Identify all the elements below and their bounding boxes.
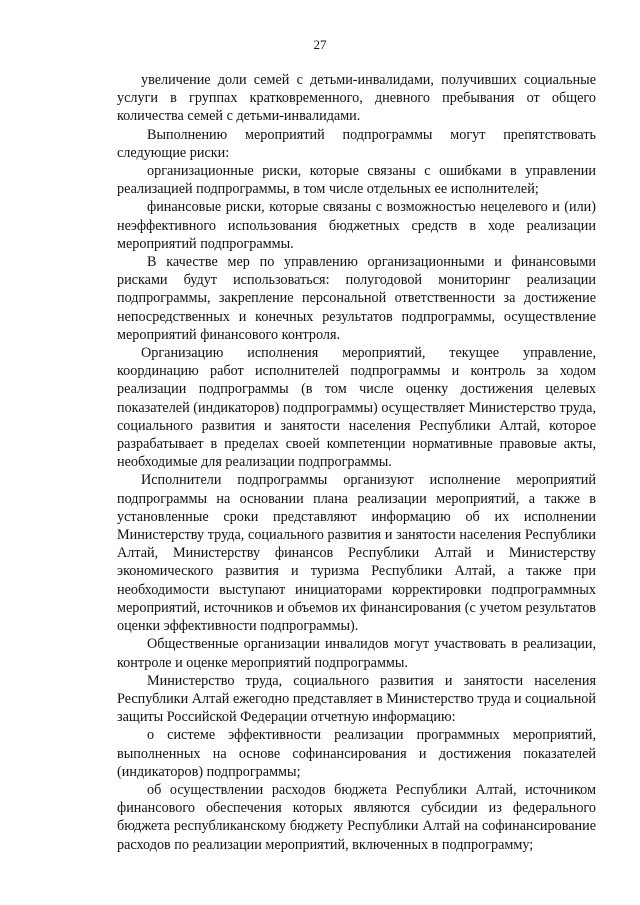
paragraph-risks-intro: Выполнению мероприятий подпрограммы могут препятствовать следующие риски: <box>117 126 596 161</box>
paragraph-family-share: увеличение доли семей с детьми-инвалидами, получивших социальные услуги в группах кратковременного, дневного пребывания от общего количества семей с детьми-инвалидами. <box>117 72 596 125</box>
document-body <box>117 71 596 854</box>
paragraph-organizational-risks: организационные риски, которые связаны с ошибками в управлении реализацией подпрограммы, в том числе отдельных ее исполнителей; <box>117 163 596 198</box>
paragraph-budget-expenses: об осуществлении расходов бюджета Республики Алтай, источником финансового обеспечения которых являются субсидии из федерального бюджета республиканскому бюджету Республики Алтай на софинансирование расходов по реализации мероприятий, включенных в подпрограмму; <box>117 781 596 853</box>
paragraph-management: Организацию исполнения мероприятий, текущее управление, координацию работ исполнителей подпрограммы и контроль за ходом реализации подпрограммы (в том числе оценку достижения целевых показателей (индикаторов) подпрограммы) осуществляет Министерство труда, социального развития и занятости населения Республики Алтай, которое разрабатывает в пределах своей компетенции нормативные правовые акты, необходимые для реализации подпрограммы. <box>117 345 596 471</box>
paragraph-executors: Исполнители подпрограммы организуют исполнение мероприятий подпрограммы на основании плана реализации мероприятий, а также в установленные сроки представляют информацию об их исполнении Министерству труда, социального развития и занятости населения Республики Алтай, Министерству финансов Республики Алтай и Министерству экономического развития и туризма Республики Алтай, а также при необходимости выступают инициаторами корректировки подпрограммных мероприятий, источников и объемов их финансирования (с учетом результатов оценки эффективности подпрограммы). <box>117 472 596 635</box>
paragraph-public-organizations: Общественные организации инвалидов могут участвовать в реализации, контроле и оценке мероприятий подпрограммы. <box>117 636 596 671</box>
paragraph-ministry-reporting: Министерство труда, социального развития и занятости населения Республики Алтай ежегодно представляет в Министерство труда и социальной защиты Российской Федерации отчетную информацию: <box>117 672 596 726</box>
paragraph-risk-measures: В качестве мер по управлению организационными и финансовыми рисками будут использоваться: полугодовой мониторинг реализации подпрограммы, закрепление персональной ответственности за достижение непосредственных и конечных результатов подпрограммы, осуществление мероприятий финансового контроля. <box>117 254 596 343</box>
paragraph-financial-risks: финансовые риски, которые связаны с возможностью нецелевого и (или) неэффективного использования бюджетных средств в ходе реализации мероприятий подпрограммы. <box>117 199 596 252</box>
paragraph-efficiency-system: о системе эффективности реализации программных мероприятий, выполненных на основе софинансирования и достижения показателей (индикаторов) подпрограммы; <box>117 727 596 780</box>
page-number: 27 <box>313 37 327 52</box>
